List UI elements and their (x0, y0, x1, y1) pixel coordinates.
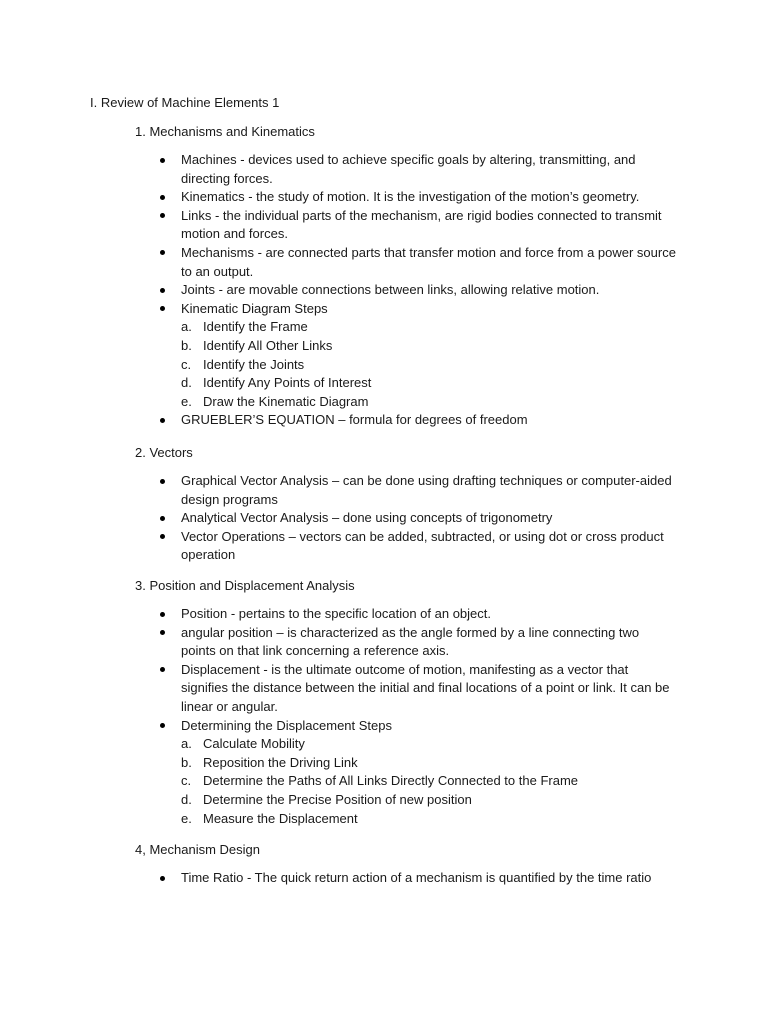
step-item (181, 754, 676, 773)
step-letter: e. (181, 810, 192, 826)
step-letter: b. (181, 754, 192, 770)
step-text: Reposition the Driving Link (203, 754, 358, 770)
bullet-item (181, 624, 676, 661)
section-heading: 2. Vectors (135, 445, 193, 460)
bullet-item (181, 717, 676, 829)
step-text: Determine the Precise Position of new position (203, 791, 472, 807)
step-item (181, 735, 676, 754)
step-text: Measure the Displacement (203, 810, 358, 826)
step-letter: d. (181, 791, 192, 807)
bullet-text: Analytical Vector Analysis – done using concepts of trigonometry (181, 510, 553, 526)
bullet-list (181, 605, 676, 828)
step-text: Draw the Kinematic Diagram (203, 393, 369, 409)
bullet-list (181, 472, 676, 565)
bullet-item (181, 281, 676, 300)
bullet-item (181, 151, 676, 188)
bullet-text: Mechanisms - are connected parts that transfer motion and force from a power source to an output. (181, 244, 676, 279)
bullet-text: Graphical Vector Analysis – can be done using drafting techniques or computer-aided design programs (181, 473, 672, 507)
step-letter: d. (181, 375, 192, 391)
bullet-text: Time Ratio - The quick return action of a mechanism is quantified by the time ratio (181, 870, 652, 885)
bullet-item (181, 207, 676, 244)
step-letter: c. (181, 773, 192, 789)
step-letter: a. (181, 319, 192, 335)
bullet-text: Position - pertains to the specific location of an object. (181, 606, 492, 621)
step-item (181, 374, 676, 393)
bullet-text: Determining the Displacement Steps (181, 717, 392, 733)
step-item (181, 791, 676, 810)
section-heading: 1. Mechanisms and Kinematics (135, 124, 315, 139)
bullet-text: Vector Operations – vectors can be added, subtracted, or using dot or cross product operation (181, 528, 664, 563)
bullet-item (181, 300, 676, 412)
bullet-text: GRUEBLER’S EQUATION – formula for degrees of freedom (181, 412, 528, 428)
bullet-text: Machines - devices used to achieve specific goals by altering, transmitting, and directing forces. (181, 152, 636, 186)
bullet-list (181, 151, 676, 430)
step-item (181, 772, 676, 791)
bullet-item (181, 244, 676, 281)
step-letter: a. (181, 736, 192, 752)
bullet-item (181, 188, 676, 207)
bullet-text: Displacement - is the ultimate outcome of motion, manifesting as a vector that signifies the distance between the initial and final locations of a point or link. It can be linear or angular. (181, 661, 670, 714)
step-item (181, 810, 676, 829)
bullet-item (181, 605, 676, 624)
bullet-text: Joints - are movable connections between links, allowing relative motion. (181, 282, 600, 298)
step-item (181, 318, 676, 337)
bullet-item (181, 411, 676, 430)
kinematic-diagram-steps (181, 318, 676, 411)
bullet-text: Kinematics - the study of motion. It is the investigation of the motion’s geometry. (181, 189, 640, 205)
step-text: Identify Any Points of Interest (203, 375, 372, 391)
step-letter: b. (181, 337, 192, 353)
step-item (181, 393, 676, 412)
bullet-text: Links - the individual parts of the mechanism, are rigid bodies connected to transmit motion and forces. (181, 207, 662, 242)
step-item (181, 337, 676, 356)
step-letter: c. (181, 356, 192, 372)
step-item (181, 356, 676, 375)
bullet-item (181, 472, 676, 509)
step-text: Calculate Mobility (203, 736, 305, 752)
bullet-item (181, 869, 676, 888)
bullet-item (181, 661, 676, 717)
step-text: Identify All Other Links (203, 337, 333, 353)
bullet-list (181, 869, 676, 888)
step-text: Identify the Joints (203, 356, 305, 372)
bullet-text: angular position – is characterized as the angle formed by a line connecting two points on that link concerning a reference axis. (181, 624, 640, 659)
step-text: Determine the Paths of All Links Directly Connected to the Frame (203, 773, 579, 789)
document-title: I. Review of Machine Elements 1 (90, 95, 280, 110)
displacement-steps (181, 735, 676, 828)
bullet-text: Kinematic Diagram Steps (181, 300, 328, 316)
bullet-item (181, 509, 676, 528)
step-text: Identify the Frame (203, 319, 308, 335)
section-heading: 3. Position and Displacement Analysis (135, 578, 355, 593)
section-heading: 4, Mechanism Design (135, 842, 260, 857)
bullet-item (181, 528, 676, 565)
step-letter: e. (181, 393, 192, 409)
